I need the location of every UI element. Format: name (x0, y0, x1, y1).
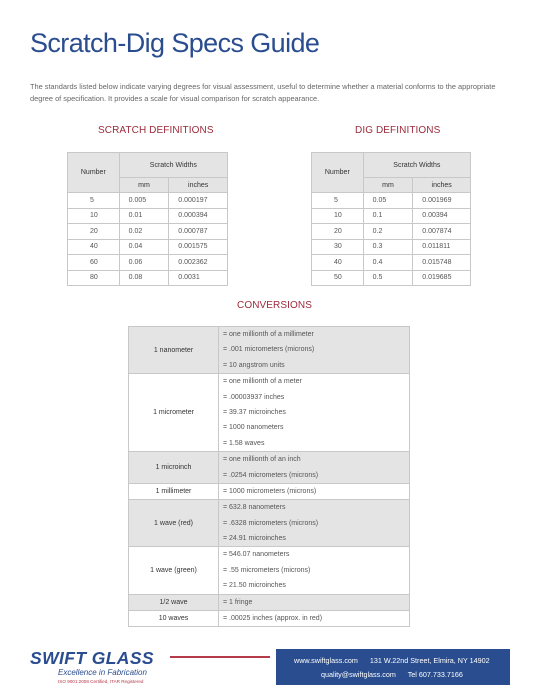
inches-cell: 0.001969 (413, 193, 471, 209)
mm-cell: 0.08 (119, 270, 169, 286)
email-link[interactable]: quality@swiftglass.com (321, 670, 396, 679)
col-inches-header: inches (413, 178, 471, 193)
col-number-header: Number (68, 153, 120, 193)
logo-tagline: Excellence in Fabrication (58, 668, 147, 677)
mm-cell: 0.05 (363, 193, 413, 209)
inches-cell: 0.015748 (413, 255, 471, 271)
conversion-value: = .0254 micrometers (microns) (223, 471, 319, 479)
table-row (68, 208, 228, 224)
table-row (312, 193, 471, 209)
conversion-value: = 1000 nanometers (223, 424, 284, 432)
logo-rule (170, 656, 270, 658)
table-row (312, 270, 471, 286)
conversions-table (128, 326, 410, 627)
conversion-values (219, 500, 410, 547)
conversion-row (129, 547, 410, 594)
conversion-unit: 10 waves (129, 611, 219, 627)
conversions-heading: CONVERSIONS (237, 300, 313, 311)
inches-cell: 0.007874 (413, 224, 471, 240)
mm-cell: 0.005 (119, 193, 169, 209)
conversion-value: = .00025 inches (approx. in red) (223, 615, 323, 623)
conversion-value: = 546.07 nanometers (223, 551, 290, 559)
conversion-value: = .001 micrometers (microns) (223, 346, 315, 354)
conversion-value: = .00003937 inches (223, 393, 285, 401)
inches-cell: 0.00394 (413, 208, 471, 224)
mm-cell: 0.06 (119, 255, 169, 271)
table-row (68, 224, 228, 240)
inches-cell: 0.000787 (169, 224, 228, 240)
number-cell: 5 (68, 193, 120, 209)
conversion-value: = .55 micrometers (microns) (223, 566, 311, 574)
conversion-value: = 1000 micrometers (microns) (223, 487, 317, 495)
table-row (68, 239, 228, 255)
conversion-value: = 39.37 microinches (223, 408, 286, 416)
conversion-unit: 1 millimeter (129, 483, 219, 499)
col-widths-header: Scratch Widths (363, 153, 470, 178)
contact-footer (276, 649, 510, 685)
conversion-values (219, 374, 410, 452)
mm-cell: 0.01 (119, 208, 169, 224)
conversion-value: = one millionth of an inch (223, 456, 301, 464)
conversion-value: = 10 angstrom units (223, 361, 285, 369)
phone-text: Tel 607.733.7166 (407, 670, 463, 679)
conversion-values (219, 547, 410, 594)
number-cell: 60 (68, 255, 120, 271)
number-cell: 20 (68, 224, 120, 240)
swift-glass-logo (30, 648, 270, 693)
table-row (68, 255, 228, 271)
conversion-value: = 24.91 microinches (223, 535, 286, 543)
page-title: Scratch-Dig Specs Guide (30, 28, 320, 58)
col-inches-header: inches (169, 178, 228, 193)
scratch-definitions-heading: SCRATCH DEFINITIONS (98, 125, 214, 136)
conversion-unit: 1 wave (green) (129, 547, 219, 594)
table-row (312, 239, 471, 255)
dig-definitions-table (311, 152, 471, 286)
conversion-values (219, 327, 410, 374)
conversion-values (219, 483, 410, 499)
conversion-unit: 1 nanometer (129, 327, 219, 374)
inches-cell: 0.001575 (169, 239, 228, 255)
number-cell: 20 (312, 224, 364, 240)
conversion-values (219, 611, 410, 627)
number-cell: 80 (68, 270, 120, 286)
number-cell: 10 (312, 208, 364, 224)
mm-cell: 0.2 (363, 224, 413, 240)
table-row (312, 208, 471, 224)
col-number-header: Number (312, 153, 364, 193)
conversion-value: = 632.8 nanometers (223, 504, 286, 512)
number-cell: 5 (312, 193, 364, 209)
mm-cell: 0.4 (363, 255, 413, 271)
table-row (312, 224, 471, 240)
col-mm-header: mm (119, 178, 169, 193)
conversion-unit: 1/2 wave (129, 594, 219, 610)
number-cell: 10 (68, 208, 120, 224)
logo-certification: ISO 9001:2008 Certified, ITAR Registered (58, 679, 144, 684)
inches-cell: 0.0031 (169, 270, 228, 286)
address-text: 131 W.22nd Street, Elmira, NY 14902 (369, 656, 490, 665)
scratch-definitions-table (67, 152, 228, 286)
table-row (68, 270, 228, 286)
conversion-values (219, 594, 410, 610)
conversion-value: = one millionth of a millimeter (223, 331, 314, 338)
col-widths-header: Scratch Widths (119, 153, 227, 178)
mm-cell: 0.1 (363, 208, 413, 224)
conversion-unit: 1 micrometer (129, 374, 219, 452)
conversion-row (129, 483, 410, 499)
conversion-row (129, 500, 410, 547)
inches-cell: 0.002362 (169, 255, 228, 271)
mm-cell: 0.5 (363, 270, 413, 286)
mm-cell: 0.02 (119, 224, 169, 240)
table-row (68, 193, 228, 209)
mm-cell: 0.04 (119, 239, 169, 255)
conversion-value: = .6328 micrometers (microns) (223, 519, 319, 527)
conversion-row (129, 594, 410, 610)
number-cell: 40 (312, 255, 364, 271)
conversion-row (129, 374, 410, 452)
number-cell: 50 (312, 270, 364, 286)
table-row (312, 255, 471, 271)
number-cell: 40 (68, 239, 120, 255)
conversion-row (129, 611, 410, 627)
col-mm-header: mm (363, 178, 413, 193)
conversion-value: = 1.58 waves (223, 439, 265, 447)
logo-name: SWIFT GLASS (30, 648, 154, 668)
conversion-row (129, 327, 410, 374)
conversion-unit: 1 microinch (129, 452, 219, 484)
conversion-value: = one millionth of a meter (223, 378, 302, 386)
inches-cell: 0.000197 (169, 193, 228, 209)
conversion-value: = 1 fringe (223, 598, 253, 606)
inches-cell: 0.011811 (413, 239, 471, 255)
intro-paragraph: The standards listed below indicate varying degrees for visual assessment, useful to determine whether a material conforms to the appropriate degree of specification. It provides a scale for visual comparison for scratch appearance. (30, 82, 496, 103)
dig-definitions-heading: DIG DEFINITIONS (355, 125, 441, 136)
inches-cell: 0.000394 (169, 208, 228, 224)
conversion-values (219, 452, 410, 484)
conversion-unit: 1 wave (red) (129, 500, 219, 547)
website-link[interactable]: www.swiftglass.com (294, 656, 358, 665)
inches-cell: 0.019685 (413, 270, 471, 286)
mm-cell: 0.3 (363, 239, 413, 255)
conversion-row (129, 452, 410, 484)
number-cell: 30 (312, 239, 364, 255)
conversion-value: = 21.50 microinches (223, 582, 286, 590)
